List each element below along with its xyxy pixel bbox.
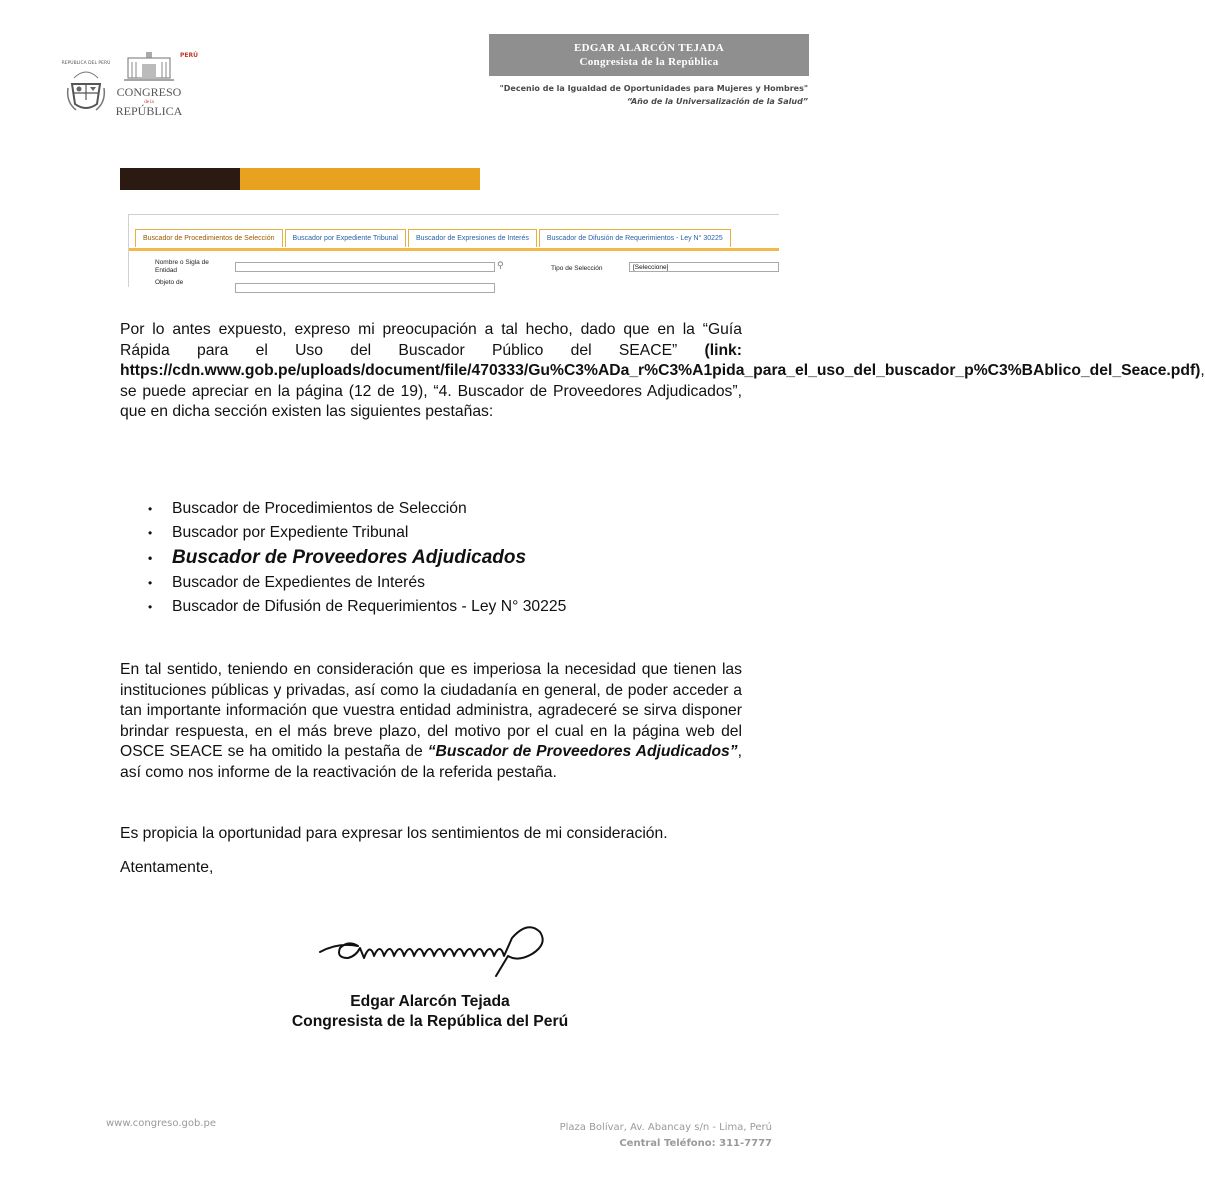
banner-gold-block bbox=[240, 168, 480, 190]
coat-of-arms-icon bbox=[62, 59, 111, 110]
header-mottos bbox=[420, 82, 808, 108]
field-entidad-label: Nombre o Sigla de Entidad bbox=[155, 259, 209, 274]
signer-title: Congresista de la República del Perú bbox=[291, 1013, 569, 1030]
seace-tab-difusion-requerimientos: Buscador de Difusión de Requerimientos - Ley N° 30225 bbox=[539, 229, 731, 247]
bullet-icon: • bbox=[148, 502, 153, 516]
svg-text:de la: de la bbox=[144, 100, 154, 105]
footer-phone: Central Teléfono: 311-7777 bbox=[619, 1138, 772, 1149]
handwritten-signature bbox=[318, 912, 550, 982]
svg-text:REPÚBLICA: REPÚBLICA bbox=[115, 104, 183, 118]
tipo-seleccion-label: Tipo de Selección bbox=[551, 265, 603, 272]
header-role: Congresista de la República bbox=[579, 56, 719, 68]
decenio-motto: "Decenio de la Igualdad de Oportunidades para Mujeres y Hombres" bbox=[499, 84, 808, 93]
signature-icon bbox=[318, 912, 550, 982]
closing: Atentamente, bbox=[120, 859, 214, 876]
signer-block bbox=[220, 992, 640, 1032]
header-name: EDGAR ALARCÓN TEJADA bbox=[573, 42, 725, 54]
tipo-seleccion-select: [Seleccione] bbox=[629, 262, 779, 272]
congress-logos bbox=[61, 44, 201, 124]
footer-address: Plaza Bolívar, Av. Abancay s/n - Lima, Perú bbox=[559, 1122, 772, 1133]
footer-address-block bbox=[480, 1120, 772, 1152]
bullet-icon: • bbox=[148, 576, 153, 590]
bullet-icon: • bbox=[148, 526, 153, 540]
list-item: • Buscador de Difusión de Requerimientos - Ley N° 30225 bbox=[120, 595, 742, 619]
congress-building-icon bbox=[116, 52, 198, 118]
guide-link: (link: https://cdn.www.gob.pe/uploads/document/file/470333/Gu%C3%ADa_r%C3%A1pida_para_el_uso_del_buscador_p%C3%BAblico_del_Seace.pdf) bbox=[120, 341, 1201, 379]
paragraph-3: Es propicia la oportunidad para expresar los sentimientos de mi consideración. bbox=[120, 825, 668, 842]
year-motto: “Año de la Universalización de la Salud” bbox=[626, 97, 808, 106]
search-icon: ⚲ bbox=[497, 260, 504, 270]
banner-dark-block bbox=[120, 168, 240, 190]
seace-tab-procedimientos: Buscador de Procedimientos de Selección bbox=[135, 229, 283, 247]
svg-text:PERÚ: PERÚ bbox=[180, 52, 198, 59]
tabs-list bbox=[120, 497, 742, 619]
seace-tab-expediente-tribunal: Buscador por Expediente Tribunal bbox=[285, 229, 406, 247]
bullet-icon: • bbox=[148, 600, 153, 614]
screenshot-banner-excerpt bbox=[120, 168, 775, 192]
paragraph-2: En tal sentido, teniendo en consideración que es imperiosa la necesidad que tienen las instituciones públicas y privadas, así como la ciudadanía en general, de poder acceder a tan importante información que vuestra entidad administra, agradeceré se sirva disponer brindar respuesta, en el más breve plazo, del motivo por el cual en la página web del OSCE SEACE se ha omitido la pestaña de “Buscador de Proveedores Adjudicados”, así como nos informe de la reactivación de la referida pestaña. bbox=[120, 661, 742, 781]
paragraph-1: Por lo antes expuesto, expreso mi preocupación a tal hecho, dado que en la “Guía Rápida para el Uso del Buscador Público del SEACE” (link: https://cdn.www.gob.pe/uploads/document/file/470333/Gu%C3%ADa_r%C3%A1pida_para_el_uso_del_buscador_p%C3%BAblico_del_Seace.pdf), se puede apreciar en la página (12 de 19), “4. Buscador de Proveedores Adjudicados”, que en dicha sección existen las siguientes pestañas: bbox=[120, 321, 1205, 420]
field-objeto-label: Objeto de bbox=[155, 279, 184, 286]
seace-tabs bbox=[135, 229, 731, 247]
seace-tab-underline bbox=[129, 248, 779, 251]
field-objeto-input bbox=[235, 283, 495, 293]
svg-text:CONGRESO: CONGRESO bbox=[116, 85, 182, 99]
header-name-box bbox=[489, 34, 809, 76]
signer-name: Edgar Alarcón Tejada bbox=[350, 993, 510, 1010]
footer-website: www.congreso.gob.pe bbox=[106, 1118, 216, 1129]
coat-of-arms-and-congress-logo bbox=[61, 44, 201, 124]
field-entidad-input bbox=[235, 262, 495, 272]
list-item-highlighted: • Buscador de Proveedores Adjudicados bbox=[120, 545, 742, 571]
seace-tab-expresiones-interes: Buscador de Expresiones de Interés bbox=[408, 229, 537, 247]
list-item: • Buscador por Expediente Tribunal bbox=[120, 521, 742, 545]
list-item: • Buscador de Procedimientos de Selección bbox=[120, 497, 742, 521]
emphasized-tab-name: “Buscador de Proveedores Adjudicados” bbox=[427, 743, 738, 760]
screenshot-seace-search bbox=[128, 214, 779, 287]
list-item: • Buscador de Expedientes de Interés bbox=[120, 571, 742, 595]
bullet-icon: • bbox=[148, 551, 153, 565]
svg-text:REPÚBLICA DEL PERÚ: REPÚBLICA DEL PERÚ bbox=[61, 61, 111, 66]
